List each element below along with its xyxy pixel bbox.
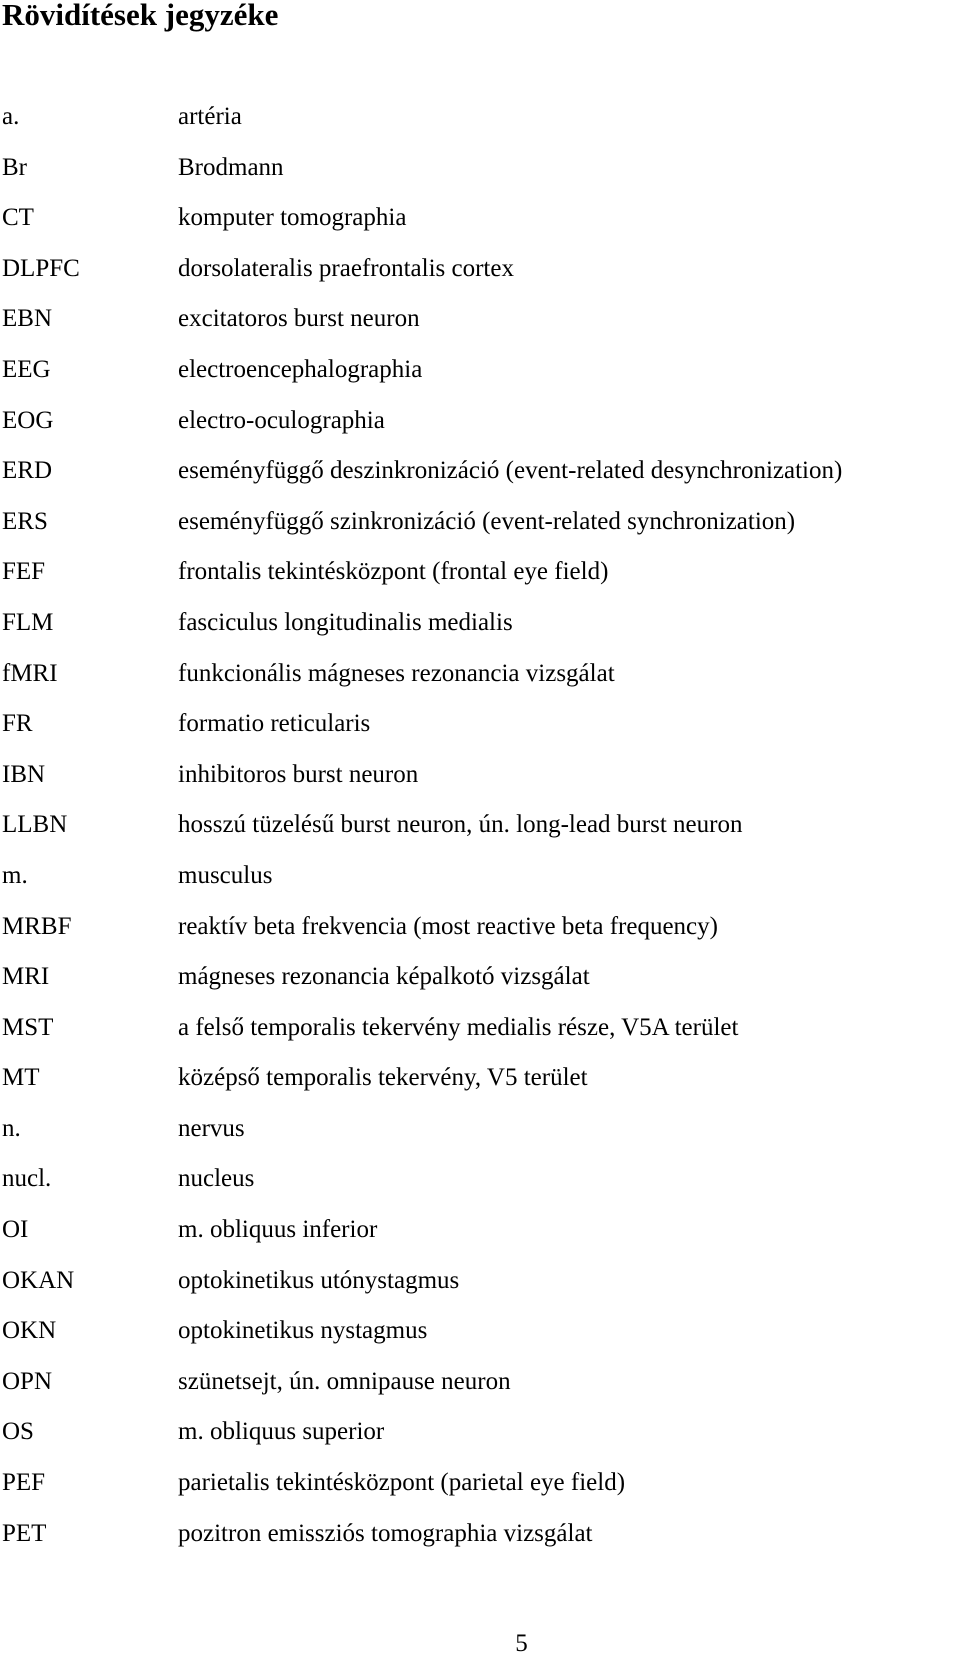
abbreviation-definition: szünetsejt, ún. omnipause neuron bbox=[178, 1367, 511, 1395]
abbreviation-term: EBN bbox=[2, 305, 52, 333]
abbreviation-definition: inhibitoros burst neuron bbox=[178, 760, 419, 788]
abbreviation-term: OKAN bbox=[2, 1266, 75, 1294]
abbreviation-term: FEF bbox=[2, 558, 46, 586]
abbreviation-term: OPN bbox=[2, 1367, 53, 1395]
list-item bbox=[0, 608, 960, 659]
abbreviation-term: DLPFC bbox=[2, 254, 80, 282]
abbreviation-term: fMRI bbox=[2, 659, 58, 687]
list-item bbox=[0, 254, 960, 305]
abbreviation-definition: parietalis tekintésközpont (parietal eye field) bbox=[178, 1469, 626, 1497]
abbreviation-definition: optokinetikus nystagmus bbox=[178, 1317, 428, 1345]
abbreviation-definition: mágneses rezonancia képalkotó vizsgálat bbox=[178, 963, 590, 991]
list-item bbox=[0, 962, 960, 1013]
list-item bbox=[0, 557, 960, 608]
abbreviation-term: OI bbox=[2, 1216, 29, 1244]
abbreviation-term: EEG bbox=[2, 355, 51, 383]
list-item bbox=[0, 153, 960, 204]
abbreviation-term: EOG bbox=[2, 406, 54, 434]
abbreviation-list bbox=[0, 102, 960, 1569]
list-item bbox=[0, 1013, 960, 1064]
page-title: Rövidítések jegyzéke bbox=[2, 0, 279, 32]
abbreviation-definition: electroencephalographia bbox=[178, 355, 423, 383]
abbreviation-term: MST bbox=[2, 1013, 54, 1041]
abbreviation-term: FR bbox=[2, 710, 33, 738]
abbreviation-definition: komputer tomographia bbox=[178, 204, 407, 232]
abbreviation-definition: funkcionális mágneses rezonancia vizsgálat bbox=[178, 659, 615, 687]
abbreviation-definition: artéria bbox=[178, 103, 242, 130]
list-item bbox=[0, 406, 960, 457]
abbreviation-definition: pozitron emissziós tomographia vizsgálat bbox=[178, 1519, 593, 1547]
abbreviation-term: PET bbox=[2, 1519, 47, 1547]
abbreviation-definition: reaktív beta frekvencia (most reactive beta frequency) bbox=[178, 912, 718, 940]
abbreviation-term: MRI bbox=[2, 963, 50, 991]
abbreviation-term: m. bbox=[2, 861, 28, 889]
abbreviation-definition: eseményfüggő szinkronizáció (event-related synchronization) bbox=[178, 507, 796, 535]
list-item bbox=[0, 1417, 960, 1468]
list-item bbox=[0, 102, 960, 153]
abbreviation-definition: nervus bbox=[178, 1114, 245, 1142]
abbreviation-term: a. bbox=[2, 103, 20, 130]
abbreviation-term: PEF bbox=[2, 1469, 46, 1497]
abbreviation-term: LLBN bbox=[2, 811, 68, 839]
abbreviation-definition: nucleus bbox=[178, 1165, 255, 1193]
abbreviation-definition: m. obliquus inferior bbox=[178, 1216, 378, 1244]
list-item bbox=[0, 659, 960, 710]
abbreviation-definition: hosszú tüzelésű burst neuron, ún. long-lead burst neuron bbox=[178, 811, 743, 839]
abbreviation-definition: optokinetikus utónystagmus bbox=[178, 1266, 460, 1294]
abbreviation-definition: a felső temporalis tekervény medialis része, V5A terület bbox=[178, 1013, 739, 1041]
list-item bbox=[0, 1215, 960, 1266]
list-item bbox=[0, 760, 960, 811]
abbreviation-term: MT bbox=[2, 1064, 40, 1092]
list-item bbox=[0, 355, 960, 406]
abbreviation-term: ERS bbox=[2, 507, 48, 535]
list-item bbox=[0, 1164, 960, 1215]
abbreviation-definition: electro-oculographia bbox=[178, 406, 385, 434]
abbreviation-term: nucl. bbox=[2, 1165, 52, 1193]
list-item bbox=[0, 912, 960, 963]
list-item bbox=[0, 507, 960, 558]
abbreviation-definition: musculus bbox=[178, 861, 273, 889]
abbreviation-term: OS bbox=[2, 1418, 34, 1446]
list-item bbox=[0, 1316, 960, 1367]
abbreviation-term: ERD bbox=[2, 457, 52, 485]
abbreviation-definition: frontalis tekintésközpont (frontal eye field) bbox=[178, 558, 609, 586]
abbreviation-definition: formatio reticularis bbox=[178, 710, 371, 738]
page-number: 5 bbox=[515, 1630, 528, 1657]
abbreviation-definition: fasciculus longitudinalis medialis bbox=[178, 608, 513, 636]
list-item bbox=[0, 709, 960, 760]
abbreviation-term: n. bbox=[2, 1114, 21, 1142]
abbreviation-term: MRBF bbox=[2, 912, 72, 940]
list-item bbox=[0, 1266, 960, 1317]
list-item bbox=[0, 1114, 960, 1165]
abbreviation-term: IBN bbox=[2, 760, 46, 788]
list-item bbox=[0, 203, 960, 254]
abbreviation-term: OKN bbox=[2, 1317, 57, 1345]
list-item bbox=[0, 1063, 960, 1114]
abbreviation-term: CT bbox=[2, 204, 34, 232]
abbreviation-term: FLM bbox=[2, 608, 54, 636]
list-item bbox=[0, 1468, 960, 1519]
list-item bbox=[0, 304, 960, 355]
abbreviation-term: Br bbox=[2, 153, 27, 181]
list-item bbox=[0, 1367, 960, 1418]
abbreviation-definition: dorsolateralis praefrontalis cortex bbox=[178, 254, 514, 282]
abbreviation-definition: középső temporalis tekervény, V5 terület bbox=[178, 1064, 588, 1092]
abbreviation-definition: Brodmann bbox=[178, 153, 284, 181]
abbreviation-definition: excitatoros burst neuron bbox=[178, 305, 420, 333]
list-item bbox=[0, 1519, 960, 1570]
list-item bbox=[0, 861, 960, 912]
abbreviation-definition: eseményfüggő deszinkronizáció (event-related desynchronization) bbox=[178, 457, 843, 485]
abbreviation-definition: m. obliquus superior bbox=[178, 1418, 385, 1446]
list-item bbox=[0, 456, 960, 507]
list-item bbox=[0, 810, 960, 861]
